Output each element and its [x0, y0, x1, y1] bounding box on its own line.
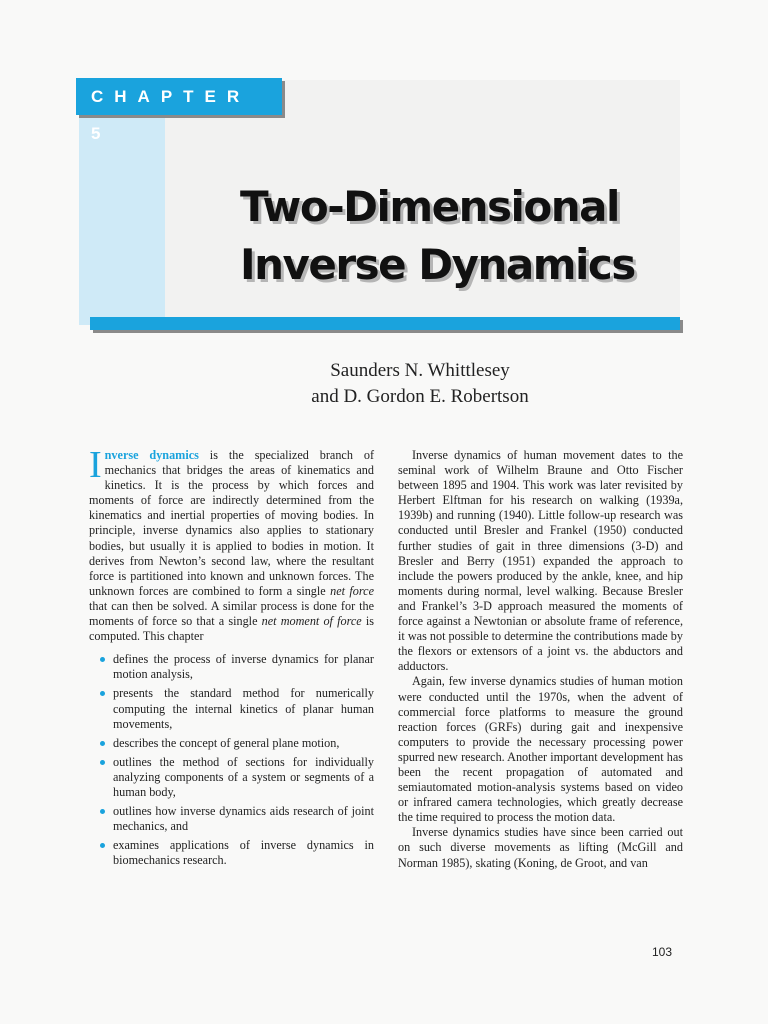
page-number: 103: [652, 945, 673, 959]
left-column: [89, 444, 375, 872]
objectives-list: [89, 652, 374, 868]
chapter-title-line-1: Two-Dimensional: [240, 182, 619, 231]
objective-item: [89, 652, 374, 682]
bullet-icon: [100, 760, 105, 765]
intro-text-3: is computed. This chapter: [89, 614, 374, 644]
term-net-force: net force: [330, 583, 375, 598]
title-rule: [90, 317, 680, 330]
objective-item: [89, 736, 374, 751]
term-net-moment-of-force: net moment of force: [261, 614, 362, 629]
objective-text: outlines how inverse dynamics aids research of joint mechanics, and: [113, 804, 374, 834]
objective-item: [89, 804, 374, 834]
bullet-icon: [100, 741, 105, 746]
authors: [230, 358, 610, 410]
body-paragraph: Again, few inverse dynamics studies of human motion were conducted until the 1970s, when the advent of commercial force platforms to measure the ground reaction forces (GRFs) during gait and inexpensive computers to provide the necessary processing power spurred new research. Another important development has been the recent propagation of automated and semiautomated motion-analysis systems based on video or infrared camera technologies, which greatly decrease the time required to process the motion data.: [398, 674, 683, 825]
chapter-label: CHAPTER 5: [76, 78, 282, 115]
key-term-highlight: nverse dynamics: [104, 448, 199, 462]
objective-text: describes the concept of general plane motion,: [113, 735, 340, 750]
objective-text: defines the process of inverse dynamics for planar motion analysis,: [113, 652, 374, 682]
objective-item: [89, 755, 374, 800]
bullet-icon: [100, 657, 105, 662]
chapter-title-line-2: Inverse Dynamics: [240, 240, 635, 289]
intro-text-1: is the specialized branch of mechanics that bridges the areas of kinematics and kinetics. It is the process by which forces and moments of force are indirectly determined from the kinematics and inertial properties of moving bodies. In principle, inverse dynamics also applies to stationary bodies, but usually it is applied to bodies in motion. It derives from Newton’s second law, where the resultant force is partitioned into known and unknown forces. The unknown forces are combined to form a single: [89, 448, 375, 598]
intro-paragraph: [89, 444, 375, 644]
authors-line-2: and D. Gordon E. Robertson: [311, 386, 529, 407]
bullet-icon: [100, 691, 105, 696]
body-paragraph: Inverse dynamics of human movement dates to the seminal work of Wilhelm Braune and Otto Fischer between 1895 and 1904. This work was later revisited by Herbert Elftman for his research on walking (1939a, 1939b) and running (1940). Little follow-up research was conducted until Bresler and Frankel (1950) conducted further studies of gait in three dimensions (3-D) and Bresler and Berry (1951) expanded the approach to include the powers produced by the ankle, knee, and hip moments during normal, level walking. Because Bresler and Frankel’s 3-D approach measured the moments of force against a Newtonian or absolute frame of reference, it was not possible to determine the contributions made by the flexors or extensors of a joint vs. the abductors and adductors.: [398, 448, 683, 674]
right-column: [398, 448, 683, 871]
intro-text-2: that can then be solved. A similar process is done for the moments of force so that a single: [89, 598, 374, 629]
objective-text: outlines the method of sections for individually analyzing components of a system or segments of a human body,: [113, 754, 374, 799]
bullet-icon: [100, 809, 105, 814]
objective-text: examines applications of inverse dynamics in biomechanics research.: [113, 838, 374, 868]
authors-line-1: Saunders N. Whittlesey: [330, 360, 510, 381]
chapter-title: [240, 178, 700, 294]
objective-text: presents the standard method for numerically computing the internal kinetics of planar human movements,: [113, 686, 374, 731]
drop-cap: I: [89, 444, 102, 486]
bullet-icon: [100, 843, 105, 848]
objective-item: [89, 838, 374, 868]
objective-item: [89, 686, 374, 731]
body-paragraph: Inverse dynamics studies have since been carried out on such diverse movements as lifting (McGill and Norman 1985), skating (Koning, de Groot, and van: [398, 825, 683, 870]
